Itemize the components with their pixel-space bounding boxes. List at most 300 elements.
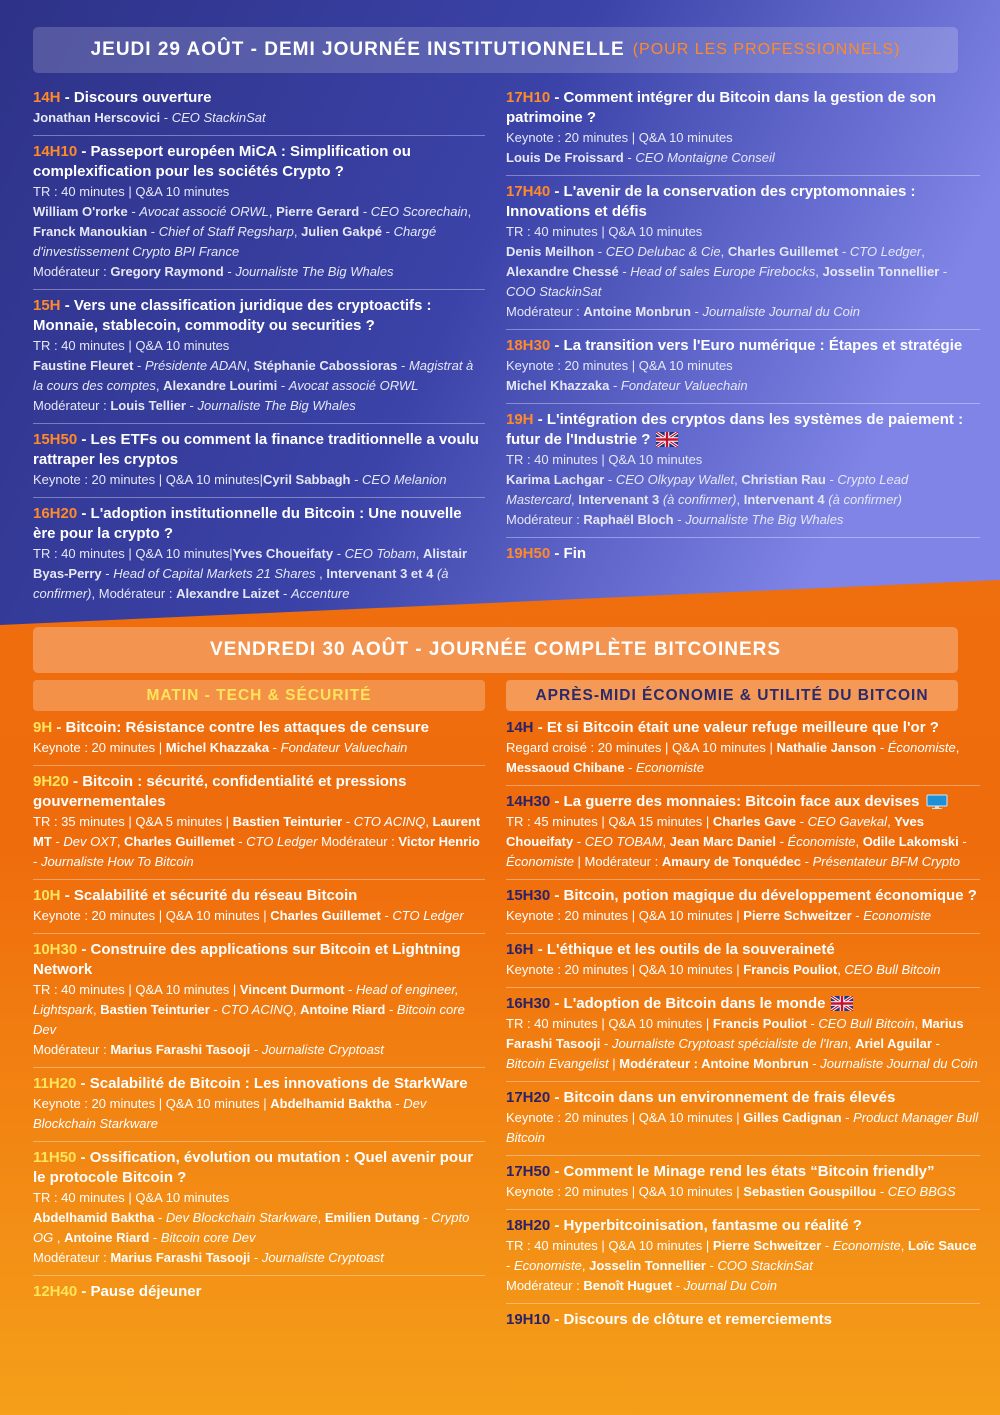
detail-text: , — [155, 378, 164, 393]
detail-text: Keynote : 20 minutes | Q&A 10 minutes | — [506, 962, 744, 977]
session-detail — [33, 812, 485, 872]
speaker-name: Gilles Cadignan — [743, 1110, 842, 1125]
session-time: 17H50 — [506, 1163, 551, 1180]
speaker-role: COO StackinSat — [717, 1258, 813, 1273]
detail-text: , — [847, 1036, 856, 1051]
speaker-role: Head of Capital Markets 21 Shares — [113, 566, 316, 581]
session-title-line: 18H30 - La transition vers l'Euro numérique : Étapes et stratégie — [506, 337, 963, 354]
session-title-line: 11H50 - Ossification, évolution ou mutation : Quel avenir pour le protocole Bitcoin ? — [33, 1149, 474, 1186]
day2-afternoon-column — [506, 712, 980, 1337]
session-title-line: 15H - Vers une classification juridique des cryptoactifs : Monnaie, stablecoin, commodity ou securities ? — [33, 297, 432, 334]
session-title: La guerre des monnaies: Bitcoin face aux devises — [563, 793, 920, 810]
session-detail — [506, 1108, 980, 1148]
session-detail — [33, 1094, 485, 1134]
session-item — [33, 766, 485, 880]
speaker-name: Julien Gakpé — [301, 224, 382, 239]
session-title-line: 17H20 - Bitcoin dans un environnement de frais élevés — [506, 1089, 896, 1106]
speaker-name: Charles Guillemet — [270, 908, 381, 923]
speaker-name: Odile Lakomski — [862, 834, 959, 849]
detail-text: - — [821, 1238, 833, 1253]
speaker-name: Michel Khazzaka — [506, 378, 610, 393]
detail-text: Keynote : 20 minutes | Q&A 10 minutes| — [33, 472, 264, 487]
speaker-role: CEO Delubac & Cie — [605, 244, 721, 259]
screen-icon — [926, 794, 948, 809]
detail-text: - — [209, 1002, 222, 1017]
session-item — [33, 82, 485, 136]
session-title: Scalabilité et sécurité du réseau Bitcoin — [73, 887, 358, 904]
detail-text: - — [279, 586, 291, 601]
detail-text: , — [317, 1210, 325, 1225]
session-time: 15H30 — [506, 887, 551, 904]
detail-text: TR : 40 minutes | Q&A 10 minutes — [506, 452, 703, 467]
session-title: Bitcoin: Résistance contre les attaques de censure — [65, 719, 429, 736]
speaker-name: Josselin Tonnellier — [589, 1258, 706, 1273]
session-title-line: 10H30 - Construire des applications sur Bitcoin et Lightning Network — [33, 941, 461, 978]
detail-text: , — [720, 244, 728, 259]
speaker-name: Intervenant 4 — [743, 492, 825, 507]
speaker-name: Pierre Schweitzer — [743, 908, 852, 923]
session-time: 19H10 — [506, 1311, 551, 1328]
speaker-name: Loïc Sauce — [908, 1238, 977, 1253]
session-item — [33, 934, 485, 1068]
detail-text: , — [116, 834, 125, 849]
session-time: 12H40 — [33, 1283, 78, 1300]
detail-text: - — [380, 908, 393, 923]
speaker-role: CEO Scorechain — [370, 204, 468, 219]
speaker-name: Antoine Riard — [64, 1230, 150, 1245]
detail-text: TR : 40 minutes | Q&A 10 minutes — [33, 1190, 230, 1205]
detail-text: Modérateur : — [317, 834, 399, 849]
speaker-name: Franck Manoukian — [33, 224, 148, 239]
day2-title: VENDREDI 30 AOÛT - JOURNÉE COMPLÈTE BITCOINERS — [209, 639, 782, 660]
session-title: Bitcoin dans un environnement de frais élevés — [563, 1089, 896, 1106]
detail-text: , — [914, 1016, 922, 1031]
speaker-name: Charles Gave — [712, 814, 797, 829]
detail-text: - — [277, 378, 289, 393]
day1-banner — [33, 27, 958, 73]
session-title: L'éthique et les outils de la souveraineté — [546, 941, 835, 958]
speaker-role: Journaliste Cryptoast spécialiste de l'Iran — [611, 1036, 848, 1051]
speaker-name: Intervenant 3 — [578, 492, 660, 507]
speaker-name: Antoine Monbrun — [583, 304, 691, 319]
session-time: 17H10 — [506, 89, 551, 106]
speaker-role: Journal Du Coin — [683, 1278, 777, 1293]
detail-text: - — [841, 1110, 854, 1125]
detail-text: Keynote : 20 minutes | Q&A 10 minutes | — [33, 1096, 271, 1111]
session-title-line: 10H - Scalabilité et sécurité du réseau Bitcoin — [33, 887, 358, 904]
detail-text: TR : 40 minutes | Q&A 10 minutes | — [506, 1016, 713, 1031]
detail-text: TR : 40 minutes | Q&A 10 minutes — [506, 224, 703, 239]
session-detail — [33, 470, 485, 490]
detail-text: - — [269, 740, 281, 755]
speaker-name: Modérateur : Antoine Monbrun — [619, 1056, 809, 1071]
detail-text: , — [662, 834, 670, 849]
session-item — [506, 1210, 980, 1304]
session-detail — [33, 544, 485, 604]
speaker-role: Fondateur Valuechain — [620, 378, 748, 393]
session-item — [506, 1304, 980, 1337]
session-title-line: 12H40 - Pause déjeuner — [33, 1283, 202, 1300]
session-title-line: 16H20 - L'adoption institutionnelle du Bitcoin : Une nouvelle ère pour la crypto ? — [33, 505, 462, 542]
session-item — [506, 538, 980, 571]
speaker-role: CEO TOBAM — [584, 834, 663, 849]
detail-text: - — [333, 546, 345, 561]
session-detail — [506, 356, 980, 376]
session-item — [33, 880, 485, 934]
speaker-role: CEO Montaigne Conseil — [635, 150, 775, 165]
detail-text: - — [624, 760, 637, 775]
session-time: 16H — [506, 941, 534, 958]
session-item — [506, 82, 980, 176]
detail-text: - — [851, 908, 864, 923]
session-item — [506, 330, 980, 404]
detail-text: - — [958, 834, 967, 849]
session-title-line: 14H30 - La guerre des monnaies: Bitcoin face aux devises — [506, 792, 980, 812]
speaker-role: CEO StackinSat — [171, 110, 266, 125]
speaker-role: Avocat associé ORWL — [288, 378, 419, 393]
speaker-role: Chief of Staff Regsharp — [158, 224, 294, 239]
detail-text: , — [855, 834, 863, 849]
uk-flag-icon — [831, 996, 853, 1011]
detail-text: - — [618, 264, 631, 279]
session-item — [506, 1082, 980, 1156]
detail-text: - — [382, 224, 394, 239]
speaker-role: Economiste — [513, 1258, 582, 1273]
detail-text: Keynote : 20 minutes | Q&A 10 minutes | — [506, 1184, 744, 1199]
session-time: 11H20 — [33, 1075, 77, 1092]
speaker-role: Présentateur BFM Crypto — [812, 854, 960, 869]
session-detail — [506, 812, 980, 872]
session-item — [506, 880, 980, 934]
session-detail — [33, 1208, 485, 1248]
session-detail — [33, 202, 485, 262]
detail-text: , — [921, 244, 925, 259]
session-item — [33, 498, 485, 611]
detail-text: - — [149, 1230, 161, 1245]
day2-morning-column — [33, 712, 485, 1309]
session-time: 16H20 — [33, 505, 78, 522]
speaker-name: Abdelhamid Baktha — [270, 1096, 392, 1111]
session-detail — [506, 1014, 980, 1074]
detail-text: - — [623, 150, 636, 165]
detail-text: - — [775, 834, 788, 849]
detail-text: - — [876, 740, 888, 755]
detail-text: - — [931, 1036, 940, 1051]
session-detail — [506, 128, 980, 148]
detail-text: TR : 35 minutes | Q&A 5 minutes | — [33, 814, 233, 829]
session-time: 17H20 — [506, 1089, 551, 1106]
speaker-role: (à confirmer) — [33, 566, 449, 601]
speaker-role: Crypto Lead Mastercard — [506, 472, 909, 507]
speaker-role: CEO Bull Bitcoin — [818, 1016, 915, 1031]
detail-text: - — [342, 814, 354, 829]
detail-text: Keynote : 20 minutes | Q&A 10 minutes — [506, 358, 733, 373]
morning-header: MATIN - TECH & SÉCURITÉ — [33, 680, 485, 711]
detail-text: , — [887, 814, 895, 829]
detail-text: , — [92, 1002, 101, 1017]
speaker-name: Laurent MT — [33, 814, 481, 849]
session-time: 19H50 — [506, 545, 551, 562]
detail-text: , — [571, 492, 579, 507]
session-detail — [506, 376, 980, 396]
speaker-name: Marius Farashi Tasooji — [110, 1250, 251, 1265]
speaker-role: Fondateur Valuechain — [280, 740, 408, 755]
detail-text: Regard croisé : 20 minutes | Q&A 10 minutes | — [506, 740, 777, 755]
detail-text: - — [796, 814, 808, 829]
session-item — [33, 424, 485, 498]
speaker-name: Yves Choueifaty — [232, 546, 334, 561]
speaker-name: Charles Guillemet — [124, 834, 235, 849]
speaker-name: Raphaël Bloch — [583, 512, 674, 527]
detail-text: , — [955, 740, 960, 755]
detail-text: TR : 40 minutes | Q&A 10 minutes — [33, 338, 230, 353]
detail-text: TR : 40 minutes | Q&A 10 minutes| — [33, 546, 233, 561]
session-detail — [33, 906, 485, 926]
speaker-role: CEO Tobam — [344, 546, 416, 561]
speaker-role: CEO Bull Bitcoin — [844, 962, 941, 977]
session-title-line: 15H30 - Bitcoin, potion magique du développement économique ? — [506, 887, 977, 904]
session-item — [506, 176, 980, 330]
detail-text: - — [33, 854, 41, 869]
session-time: 16H30 — [506, 995, 551, 1012]
speaker-name: Francis Pouliot — [743, 962, 838, 977]
session-detail — [33, 1188, 485, 1208]
detail-text: - — [939, 264, 948, 279]
session-title-line: 14H - Discours ouverture — [33, 89, 212, 106]
session-detail — [33, 262, 485, 282]
speaker-name: Louis Tellier — [110, 398, 186, 413]
session-title: Ossification, évolution ou mutation : Quel avenir pour le protocole Bitcoin ? — [33, 1149, 474, 1186]
speaker-role: Économiste — [887, 740, 956, 755]
speaker-role: Magistrat à la cours des comptes — [33, 358, 474, 393]
speaker-name: Christian Rau — [741, 472, 826, 487]
session-time: 14H — [506, 719, 534, 736]
session-time: 9H — [33, 719, 53, 736]
detail-text: Modérateur : — [33, 1042, 111, 1057]
session-time: 14H — [33, 89, 61, 106]
session-time: 10H30 — [33, 941, 78, 958]
speaker-role: CEO Olkypay Wallet — [615, 472, 735, 487]
session-title: Bitcoin : sécurité, confidentialité et pressions gouvernementales — [33, 773, 407, 810]
speaker-role: Economiste — [832, 1238, 901, 1253]
session-time: 10H — [33, 887, 61, 904]
speaker-name: Yves Choueifaty — [506, 814, 924, 849]
detail-text: - — [573, 834, 585, 849]
session-item — [33, 712, 485, 766]
detail-text: , — [415, 546, 423, 561]
detail-text: , — [268, 204, 277, 219]
speaker-name: Antoine Riard — [300, 1002, 386, 1017]
session-title-line: 9H20 - Bitcoin : sécurité, confidentialité et pressions gouvernementales — [33, 773, 407, 810]
speaker-role: Head of engineer, Lightspark — [33, 982, 459, 1017]
speaker-role: Journaliste The Big Whales — [197, 398, 356, 413]
detail-text: , — [53, 1230, 65, 1245]
detail-text: - — [806, 1016, 819, 1031]
detail-text: - — [600, 1036, 612, 1051]
session-title-line: 16H - L'éthique et les outils de la souveraineté — [506, 941, 835, 958]
speaker-name: Marius Farashi Tasooji — [110, 1042, 251, 1057]
session-time: 17H40 — [506, 183, 551, 200]
speaker-name: Alexandre Laizet — [176, 586, 280, 601]
session-detail — [33, 336, 485, 356]
speaker-role: CTO ACINQ — [221, 1002, 293, 1017]
detail-text: , — [736, 492, 744, 507]
session-detail — [506, 738, 980, 778]
session-title: Passeport européen MiCA : Simplification ou complexification pour les sociétés Crypto ? — [33, 143, 411, 180]
session-detail — [506, 1236, 980, 1276]
speaker-role: Journaliste The Big Whales — [235, 264, 394, 279]
detail-text: - — [133, 358, 145, 373]
speaker-name: Bastien Teinturier — [232, 814, 343, 829]
day1-right-column — [506, 82, 980, 571]
session-time: 15H50 — [33, 431, 78, 448]
session-detail — [506, 222, 980, 242]
speaker-name: Denis Meilhon — [506, 244, 595, 259]
detail-text: Modérateur : — [506, 304, 584, 319]
detail-text: Keynote : 20 minutes | Q&A 10 minutes | — [506, 1110, 744, 1125]
detail-text: , — [837, 962, 845, 977]
speaker-role: (à confirmer) — [828, 492, 902, 507]
speaker-role: Dev OXT — [63, 834, 117, 849]
session-title: Comment intégrer du Bitcoin dans la gestion de son patrimoine ? — [506, 89, 937, 126]
session-title: L'adoption de Bitcoin dans le monde — [563, 995, 826, 1012]
speaker-name: Pierre Schweitzer — [712, 1238, 822, 1253]
detail-text: , — [425, 814, 433, 829]
session-item — [506, 712, 980, 786]
session-time: 11H50 — [33, 1149, 77, 1166]
detail-text: - — [350, 472, 363, 487]
detail-text: - — [808, 1056, 821, 1071]
session-time: 18H20 — [506, 1217, 551, 1234]
session-title: Comment le Minage rend les états “Bitcoin friendly” — [563, 1163, 935, 1180]
session-title-line: 17H10 - Comment intégrer du Bitcoin dans la gestion de son patrimoine ? — [506, 89, 937, 126]
speaker-role: Journaliste How To Bitcoin — [40, 854, 194, 869]
detail-text: - — [391, 1096, 404, 1111]
speaker-name: Alistair Byas-Perry — [33, 546, 468, 581]
session-title: Fin — [563, 545, 587, 562]
speaker-name: Stéphanie Cabossioras — [253, 358, 398, 373]
detail-text: Modérateur : — [506, 512, 584, 527]
detail-text: | — [608, 1056, 620, 1071]
speaker-name: Ariel Aguilar — [855, 1036, 932, 1051]
detail-text: - — [397, 358, 409, 373]
session-title-line: 16H30 - L'adoption de Bitcoin dans le monde — [506, 994, 980, 1014]
detail-text: - — [250, 1250, 262, 1265]
session-title: Scalabilité de Bitcoin : Les innovations de StarkWare — [89, 1075, 468, 1092]
session-detail — [506, 510, 980, 530]
detail-text: - — [705, 1258, 718, 1273]
detail-text: , — [734, 472, 742, 487]
speaker-name: Nathalie Janson — [776, 740, 877, 755]
session-detail — [33, 108, 485, 128]
speaker-role: Économiste — [787, 834, 856, 849]
detail-text: - — [127, 204, 140, 219]
speaker-role: CEO Melanion — [362, 472, 447, 487]
session-title: L'avenir de la conservation des cryptomonnaies : Innovations et défis — [506, 183, 916, 220]
session-title: L'adoption institutionnelle du Bitcoin : Une nouvelle ère pour la crypto ? — [33, 505, 462, 542]
session-item — [33, 1068, 485, 1142]
session-time: 9H20 — [33, 773, 69, 790]
speaker-name: Bastien Teinturier — [100, 1002, 210, 1017]
speaker-role: Bitcoin core Dev — [160, 1230, 256, 1245]
session-time: 19H — [506, 411, 534, 428]
detail-text: Modérateur : — [33, 264, 111, 279]
detail-text: | Modérateur : — [573, 854, 662, 869]
detail-text: - — [604, 472, 616, 487]
session-title-line: 19H - L'intégration des cryptos dans les systèmes de paiement : futur de l'Industrie ? — [506, 411, 964, 448]
detail-text: - — [506, 1258, 514, 1273]
session-item — [506, 988, 980, 1082]
afternoon-header: APRÈS-MIDI ÉCONOMIE & UTILITÉ DU BITCOIN — [506, 680, 958, 711]
detail-text: , — [315, 566, 327, 581]
speaker-name: Alexandre Chessé — [506, 264, 619, 279]
speaker-role: CTO ACINQ — [353, 814, 426, 829]
speaker-name: Pierre Gerard — [276, 204, 360, 219]
detail-text: - — [160, 110, 172, 125]
session-detail — [506, 906, 980, 926]
speaker-role: Journaliste Cryptoast — [261, 1250, 384, 1265]
session-detail — [506, 960, 980, 980]
session-title-line: 15H50 - Les ETFs ou comment la finance traditionnelle a voulu rattraper les cryptos — [33, 431, 479, 468]
session-detail — [506, 450, 980, 470]
detail-text: TR : 40 minutes | Q&A 10 minutes | — [506, 1238, 713, 1253]
session-title-line: 14H - Et si Bitcoin était une valeur refuge meilleure que l'or ? — [506, 719, 939, 736]
session-item — [33, 290, 485, 424]
detail-text: - — [672, 1278, 684, 1293]
day1-left-column — [33, 82, 485, 611]
detail-text: - — [154, 1210, 166, 1225]
day2-banner — [33, 627, 958, 673]
session-detail — [506, 1182, 980, 1202]
detail-text: - — [838, 244, 850, 259]
speaker-role: Journaliste Journal du Coin — [820, 1056, 978, 1071]
session-time: 14H10 — [33, 143, 78, 160]
detail-text: Modérateur : — [33, 1250, 111, 1265]
speaker-role: Journaliste The Big Whales — [685, 512, 844, 527]
speaker-role: Crypto OG — [33, 1210, 470, 1245]
detail-text: , — [246, 358, 254, 373]
detail-text: Modérateur : — [33, 398, 111, 413]
detail-text: TR : 40 minutes | Q&A 10 minutes — [33, 184, 230, 199]
session-detail — [33, 1248, 485, 1268]
detail-text: - — [673, 512, 686, 527]
session-detail — [506, 242, 980, 302]
speaker-name: Messaoud Chibane — [506, 760, 625, 775]
speaker-name: Francis Pouliot — [712, 1016, 807, 1031]
detail-text: - — [223, 264, 236, 279]
day1-subtitle: (POUR LES PROFESSIONNELS) — [632, 41, 901, 58]
detail-text: TR : 45 minutes | Q&A 15 minutes | — [506, 814, 713, 829]
session-title: La transition vers l'Euro numérique : Étapes et stratégie — [563, 337, 963, 354]
speaker-name: Vincent Durmont — [239, 982, 345, 997]
speaker-role: Economiste — [863, 908, 932, 923]
speaker-role: Chargé d'investissement Crypto BPI France — [33, 224, 437, 259]
session-title: Construire des applications sur Bitcoin et Lightning Network — [33, 941, 461, 978]
speaker-role: CEO Gavekal — [807, 814, 888, 829]
speaker-name: Louis De Froissard — [506, 150, 624, 165]
detail-text: , — [900, 1238, 909, 1253]
speaker-role: Économiste — [506, 854, 574, 869]
detail-text: TR : 40 minutes | Q&A 10 minutes | — [33, 982, 240, 997]
speaker-name: Michel Khazzaka — [165, 740, 270, 755]
detail-text: , Modérateur : — [91, 586, 177, 601]
detail-text: Keynote : 20 minutes | Q&A 10 minutes | — [33, 908, 271, 923]
detail-text: , — [467, 204, 472, 219]
detail-text: Keynote : 20 minutes | — [33, 740, 166, 755]
speaker-role: Product Manager Bull Bitcoin — [506, 1110, 979, 1145]
speaker-name: Victor Henrio — [398, 834, 480, 849]
detail-text: - — [359, 204, 371, 219]
